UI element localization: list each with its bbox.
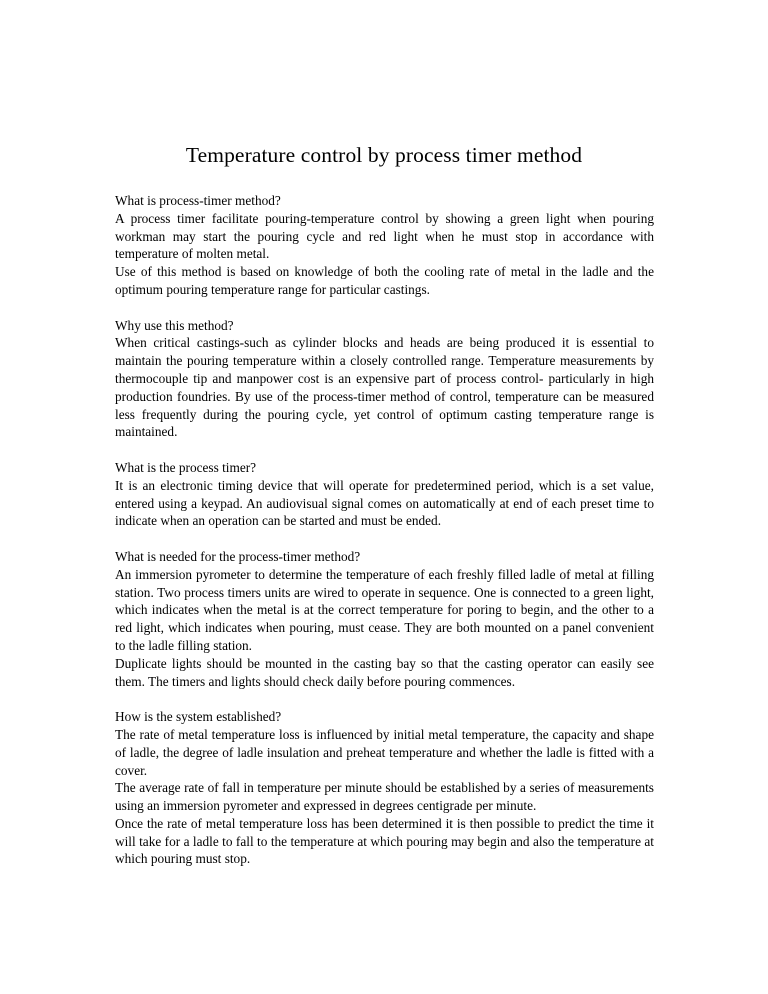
section-how-established xyxy=(115,708,654,868)
section-why-use xyxy=(115,317,654,442)
section-heading: What is process-timer method? xyxy=(115,193,281,208)
document-title: Temperature control by process timer method xyxy=(185,143,583,167)
paragraph: An immersion pyrometer to determine the temperature of each freshly filled ladle of metal at filling station. Two process timers units are wired to operate in sequence. One is connected to a green light, which indicates when the metal is at the correct temperature for poring to begin, and the other to a red light, which indicates when pouring, must cease. They are both mounted on a panel convenient to the ladle filling station. xyxy=(115,566,654,653)
section-heading: What is the process timer? xyxy=(115,459,257,475)
paragraph: Duplicate lights should be mounted in the casting bay so that the casting operator can easily see them. The timers and lights should check daily before pouring commences. xyxy=(115,655,654,689)
paragraph: It is an electronic timing device that will operate for predetermined period, which is a set value, entered using a keypad. An audiovisual signal comes on automatically at end of each preset time to indicate when an operation can be started and must be ended. xyxy=(115,477,654,529)
section-heading: What is needed for the process-timer method? xyxy=(115,548,361,564)
paragraph: When critical castings-such as cylinder blocks and heads are being produced it is essential to maintain the pouring temperature within a closely controlled range. Temperature measurements by thermocouple tip and manpower cost is an expensive part of process control- particularly in high production foundries. By use of the process-timer method of control, temperature can be measured less frequently during the pouring cycle, yet control of optimum casting temperature range is maintained. xyxy=(115,335,654,440)
section-heading: How is the system established? xyxy=(115,709,282,725)
paragraph: Once the rate of metal temperature loss has been determined it is then possible to predict the time it will take for a ladle to fall to the temperature at which pouring may begin and also the temperature at which pouring must stop. xyxy=(115,815,654,867)
section-heading: Why use this method? xyxy=(115,317,234,333)
section-what-is-method xyxy=(115,192,654,299)
section-what-is-needed xyxy=(115,548,654,690)
paragraph: A process timer facilitate pouring-temperature control by showing a green light when pouring workman may start the pouring cycle and red light when he must stop in accordance with temperature of molten metal. xyxy=(115,210,654,262)
paragraph: The average rate of fall in temperature per minute should be established by a series of measurements using an immersion pyrometer and expressed in degrees centigrade per minute. xyxy=(115,780,654,814)
paragraph: Use of this method is based on knowledge of both the cooling rate of metal in the ladle and the optimum pouring temperature range for particular castings. xyxy=(115,264,654,297)
document-body xyxy=(115,192,654,886)
section-what-is-timer xyxy=(115,459,654,530)
paragraph: The rate of metal temperature loss is influenced by initial metal temperature, the capacity and shape of ladle, the degree of ladle insulation and preheat temperature and whether the ladle is fitted with a cover. xyxy=(115,726,654,778)
